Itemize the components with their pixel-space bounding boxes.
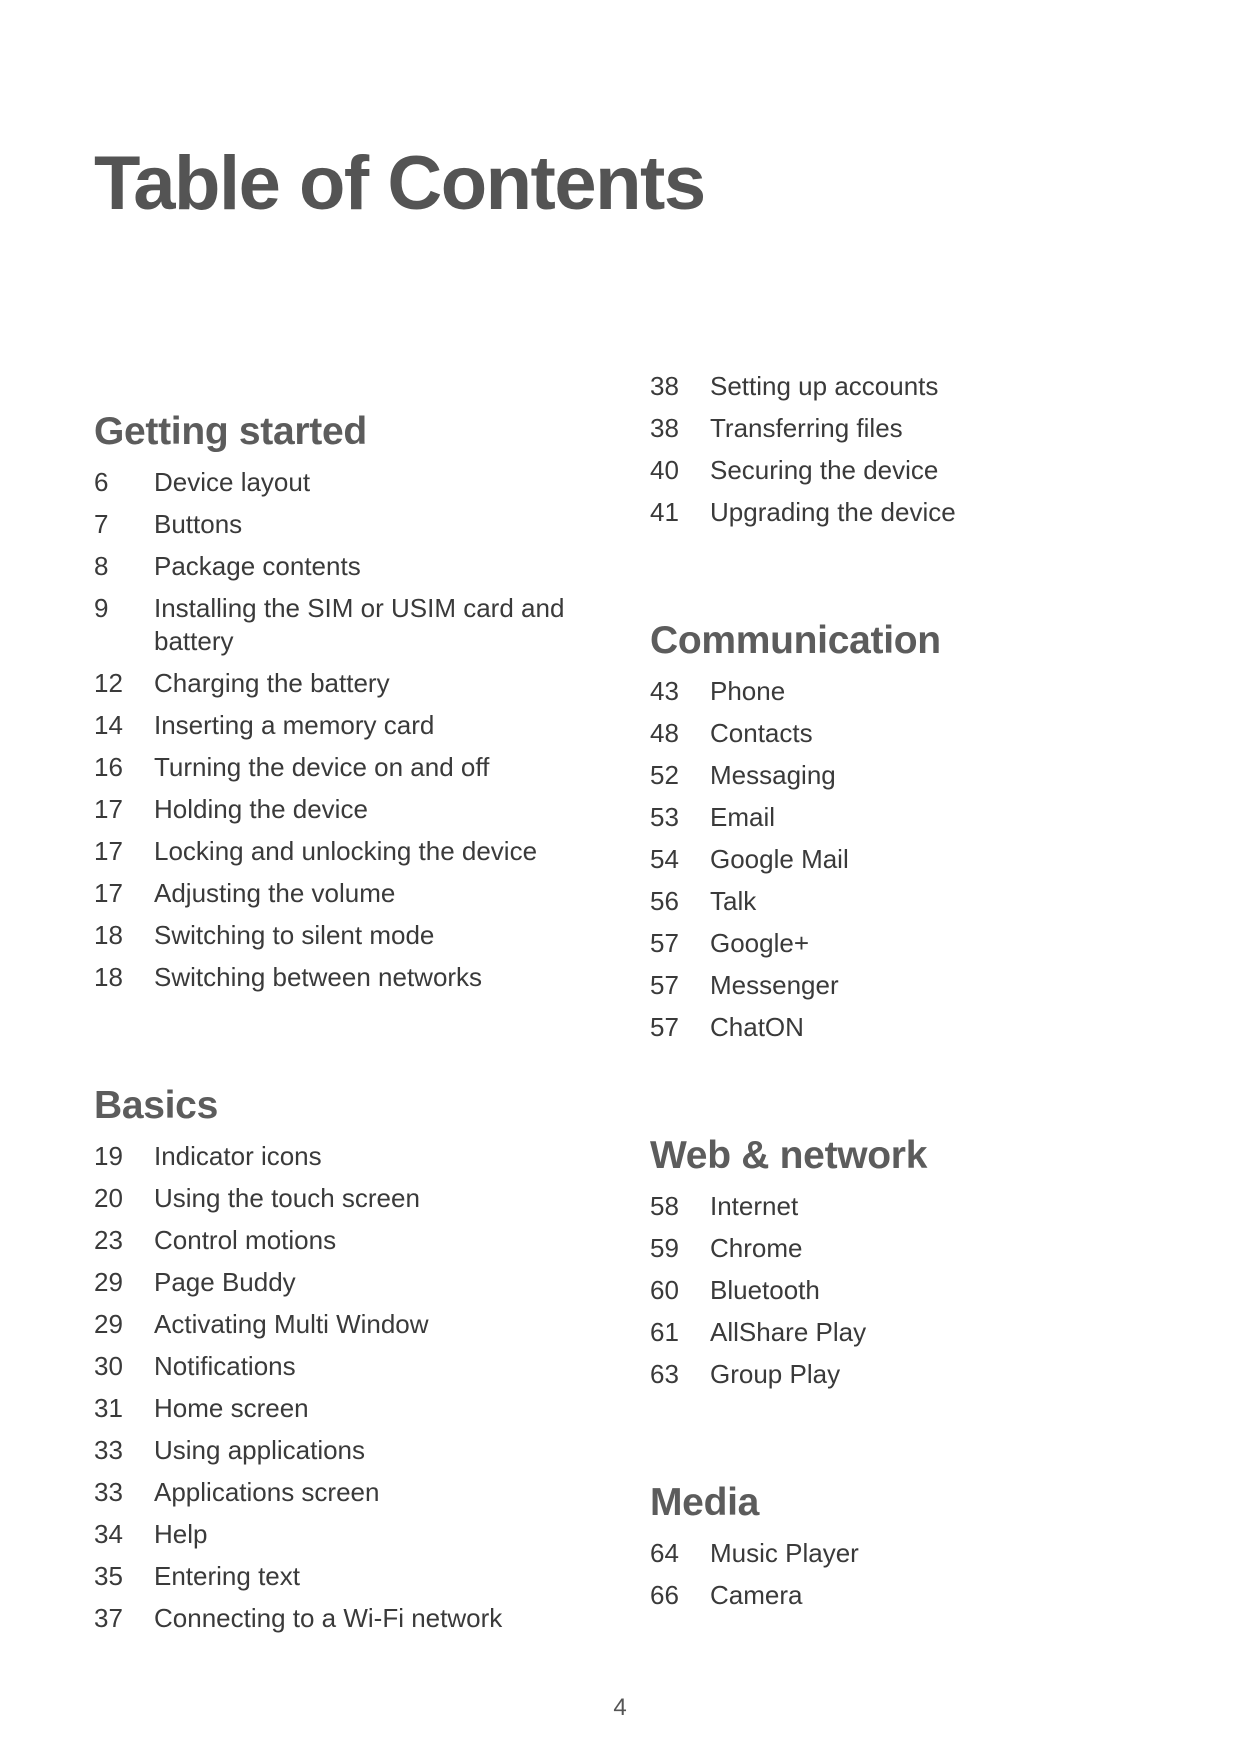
toc-entry-title: Applications screen <box>154 1477 380 1507</box>
section-heading: Web & network <box>650 1134 928 1177</box>
toc-entry-title: Control motions <box>154 1225 337 1255</box>
toc-entry-title: Upgrading the device <box>710 497 956 527</box>
toc-entry[interactable] <box>94 466 594 499</box>
toc-entry-title: Locking and unlocking the device <box>154 836 538 866</box>
toc-entry[interactable] <box>94 1602 594 1635</box>
toc-entry-title: Adjusting the volume <box>154 878 396 908</box>
toc-entry-title: Device layout <box>154 467 311 497</box>
toc-entry-title: Page Buddy <box>154 1267 296 1297</box>
toc-entry-page: 19 <box>94 1141 123 1171</box>
toc-entry-page: 57 <box>650 1012 679 1042</box>
toc-entry-page: 20 <box>94 1183 123 1213</box>
toc-entry-title: Google+ <box>710 928 810 958</box>
toc-entry[interactable] <box>94 1182 594 1215</box>
toc-entry[interactable] <box>94 1224 594 1257</box>
toc-entry-page: 57 <box>650 928 679 958</box>
toc-entry-page: 18 <box>94 920 123 950</box>
toc-entry-page: 64 <box>650 1538 679 1568</box>
toc-entry[interactable] <box>650 1579 1150 1612</box>
toc-entry-title: Transferring files <box>710 413 903 443</box>
toc-entry-title: Activating Multi Window <box>154 1309 429 1339</box>
toc-entry[interactable] <box>94 1308 594 1341</box>
toc-entry-page: 29 <box>94 1267 123 1297</box>
toc-entry-title: Switching between networks <box>154 962 483 992</box>
toc-entry-title: Messaging <box>710 760 836 790</box>
toc-entry-title: Home screen <box>154 1393 309 1423</box>
page-title: Table of Contents <box>94 141 705 226</box>
toc-entry-page: 9 <box>94 593 109 623</box>
toc-entry-title: Chrome <box>710 1233 803 1263</box>
toc-entry-page: 29 <box>94 1309 123 1339</box>
toc-entry[interactable] <box>650 454 1150 487</box>
toc-entry[interactable] <box>650 717 1150 750</box>
toc-entry-title: Inserting a memory card <box>154 710 435 740</box>
toc-entry[interactable] <box>650 843 1150 876</box>
toc-entry-page: 52 <box>650 760 679 790</box>
toc-entry[interactable] <box>650 759 1150 792</box>
toc-entry[interactable] <box>650 927 1150 960</box>
toc-entry-title: ChatON <box>710 1012 804 1042</box>
toc-entry-page: 16 <box>94 752 123 782</box>
toc-entry-page: 18 <box>94 962 123 992</box>
toc-entry-title: AllShare Play <box>710 1317 867 1347</box>
toc-entry-title: Camera <box>710 1580 803 1610</box>
toc-section-communication <box>650 617 1150 1044</box>
toc-entry-page: 17 <box>94 878 123 908</box>
toc-entry[interactable] <box>650 969 1150 1002</box>
toc-entry[interactable] <box>94 667 594 700</box>
toc-entry[interactable] <box>94 1560 594 1593</box>
toc-entry-page: 58 <box>650 1191 679 1221</box>
toc-entry-page: 54 <box>650 844 679 874</box>
toc-entry-page: 31 <box>94 1393 123 1423</box>
section-heading: Media <box>650 1481 760 1524</box>
toc-entry[interactable] <box>94 961 594 994</box>
toc-entry-title: Switching to silent mode <box>154 920 435 950</box>
toc-entry-page: 43 <box>650 676 679 706</box>
toc-entry-title: Buttons <box>154 509 243 539</box>
toc-entry-title: Bluetooth <box>710 1275 820 1305</box>
toc-entry[interactable] <box>650 1232 1150 1265</box>
toc-entry[interactable] <box>94 1518 594 1551</box>
toc-section-continued <box>650 370 1150 529</box>
toc-entry-page: 8 <box>94 551 109 581</box>
toc-entry-page: 17 <box>94 794 123 824</box>
toc-entry-title: Securing the device <box>710 455 939 485</box>
toc-entry[interactable] <box>94 1392 594 1425</box>
toc-entry-title: Charging the battery <box>154 668 390 698</box>
toc-entry-title: Indicator icons <box>154 1141 322 1171</box>
toc-entry-title: Internet <box>710 1191 799 1221</box>
toc-entry[interactable] <box>94 835 594 868</box>
toc-entry-title: Turning the device on and off <box>154 752 490 782</box>
toc-entry-title: Installing the SIM or USIM card and battery <box>154 593 565 656</box>
toc-entry[interactable] <box>94 1350 594 1383</box>
toc-entry[interactable] <box>650 1358 1150 1391</box>
toc-entry[interactable] <box>94 592 594 658</box>
toc-section-web-network <box>650 1132 1150 1391</box>
toc-entry-page: 17 <box>94 836 123 866</box>
toc-entry-title: Group Play <box>710 1359 841 1389</box>
toc-entry-title: Holding the device <box>154 794 368 824</box>
toc-entry-title: Email <box>710 802 776 832</box>
toc-entry[interactable] <box>94 793 594 826</box>
toc-entry[interactable] <box>650 801 1150 834</box>
toc-entry[interactable] <box>650 496 1150 529</box>
section-heading: Getting started <box>94 410 367 453</box>
toc-entry[interactable] <box>94 550 594 583</box>
toc-entry-title: Entering text <box>154 1561 300 1591</box>
toc-entry[interactable] <box>94 1476 594 1509</box>
toc-entry-page: 6 <box>94 467 109 497</box>
toc-entry[interactable] <box>650 1190 1150 1223</box>
toc-entry-title: Notifications <box>154 1351 296 1381</box>
toc-entry[interactable] <box>650 1274 1150 1307</box>
toc-entry[interactable] <box>94 508 594 541</box>
toc-entry-page: 33 <box>94 1477 123 1507</box>
toc-entry-page: 37 <box>94 1603 123 1633</box>
section-heading: Communication <box>650 619 941 662</box>
toc-entry-page: 30 <box>94 1351 123 1381</box>
toc-entry-page: 56 <box>650 886 679 916</box>
toc-entry-title: Using applications <box>154 1435 366 1465</box>
toc-entry-title: Connecting to a Wi-Fi network <box>154 1603 503 1633</box>
toc-entry[interactable] <box>650 1316 1150 1349</box>
toc-entry[interactable] <box>650 1011 1150 1044</box>
toc-entry[interactable] <box>94 877 594 910</box>
toc-entry-page: 66 <box>650 1580 679 1610</box>
toc-entry-page: 35 <box>94 1561 123 1591</box>
toc-entry-page: 38 <box>650 413 679 443</box>
toc-entry-title: Messenger <box>710 970 839 1000</box>
toc-entry[interactable] <box>94 1434 594 1467</box>
toc-entry-page: 63 <box>650 1359 679 1389</box>
toc-entry-page: 60 <box>650 1275 679 1305</box>
toc-entry-title: Setting up accounts <box>710 371 939 401</box>
toc-entry-page: 57 <box>650 970 679 1000</box>
toc-section-getting-started <box>94 408 594 994</box>
toc-entry[interactable] <box>94 919 594 952</box>
toc-section-media <box>650 1479 1150 1612</box>
section-heading: Basics <box>94 1084 218 1127</box>
toc-entry[interactable] <box>650 370 1150 403</box>
toc-entry-page: 41 <box>650 497 679 527</box>
toc-entry[interactable] <box>94 1140 594 1173</box>
toc-entry-page: 23 <box>94 1225 123 1255</box>
toc-entry[interactable] <box>650 1537 1150 1570</box>
toc-entry-title: Phone <box>710 676 786 706</box>
toc-entry-title: Contacts <box>710 718 813 748</box>
toc-entry[interactable] <box>650 885 1150 918</box>
toc-entry[interactable] <box>94 709 594 742</box>
toc-entry-title: Music Player <box>710 1538 859 1568</box>
toc-entry-title: Package contents <box>154 551 361 581</box>
toc-entry-page: 12 <box>94 668 123 698</box>
toc-entry-page: 14 <box>94 710 123 740</box>
toc-entry-title: Using the touch screen <box>154 1183 420 1213</box>
toc-entry-page: 61 <box>650 1317 679 1347</box>
toc-left-column <box>94 408 594 1723</box>
toc-entry-title: Help <box>154 1519 208 1549</box>
toc-entry[interactable] <box>94 1266 594 1299</box>
toc-entry[interactable] <box>650 412 1150 445</box>
toc-entry-page: 53 <box>650 802 679 832</box>
toc-entry[interactable] <box>94 751 594 784</box>
toc-entry-page: 59 <box>650 1233 679 1263</box>
toc-entry-page: 48 <box>650 718 679 748</box>
page-number: 4 <box>613 1694 627 1721</box>
toc-section-basics <box>94 1082 594 1635</box>
toc-entry-page: 38 <box>650 371 679 401</box>
toc-right-column <box>650 371 1150 1700</box>
toc-entry-page: 7 <box>94 509 109 539</box>
toc-entry-page: 34 <box>94 1519 123 1549</box>
toc-entry-page: 33 <box>94 1435 123 1465</box>
toc-entry-page: 40 <box>650 455 679 485</box>
toc-entry-title: Google Mail <box>710 844 849 874</box>
toc-entry-title: Talk <box>710 886 757 916</box>
toc-entry[interactable] <box>650 675 1150 708</box>
